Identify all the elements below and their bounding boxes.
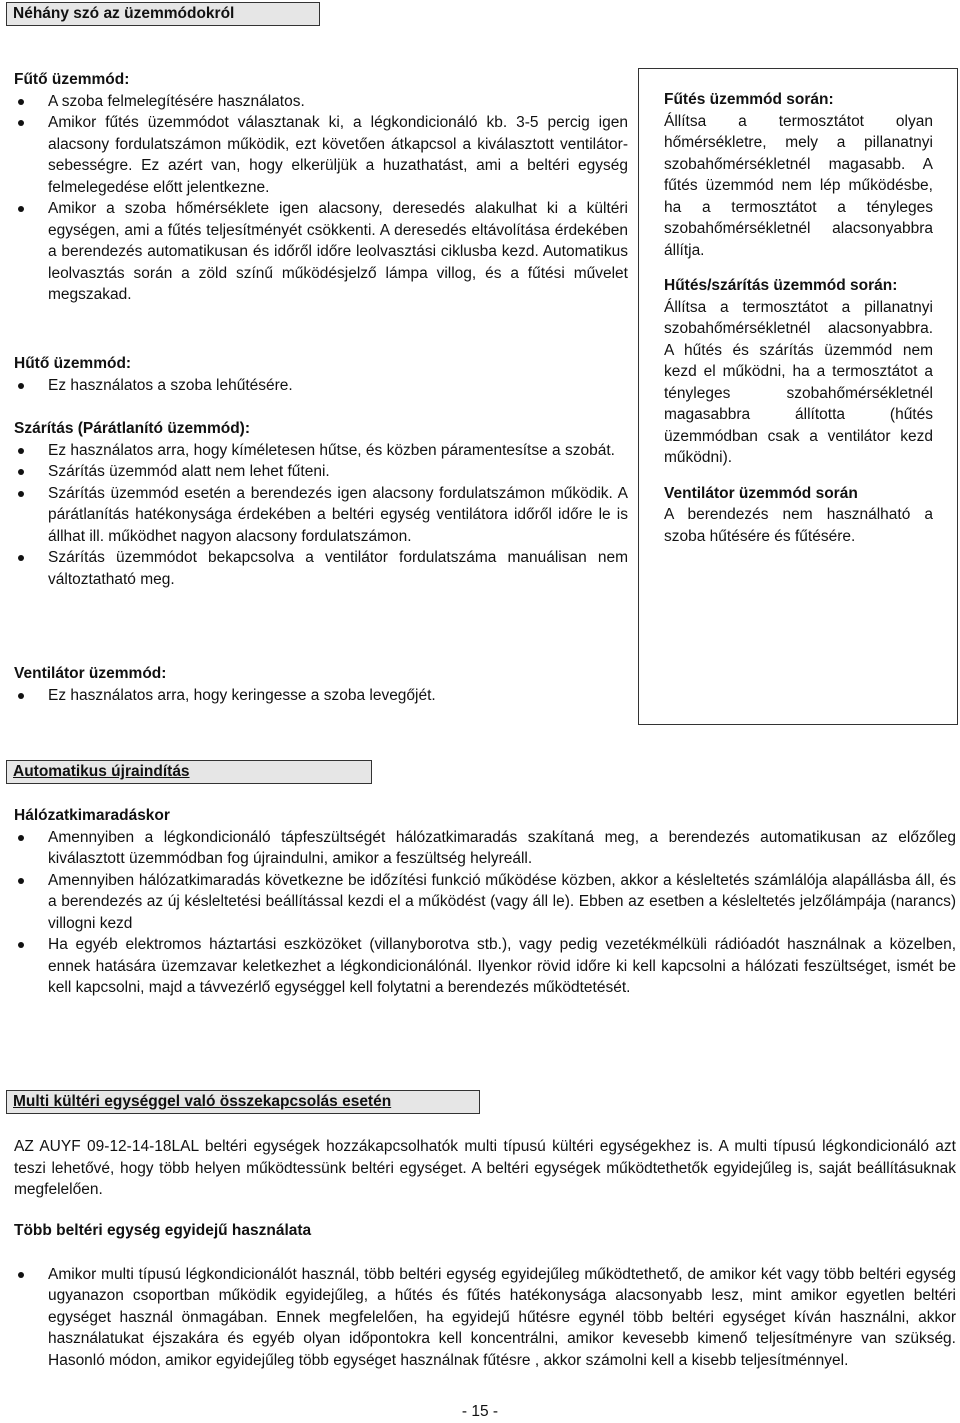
list-item: Amennyiben hálózatkimaradás következne be időzítési funkció működése közben, akkor a késleltetés számlálója alapállásba áll, és a berendezés az új késleltetési beállítással kezdi el a működést (vagy áll le). Ebben az esetben a késleltetés jelzőlámpája (narancs) villogni kezd	[14, 870, 956, 935]
list-item: Amikor fűtés üzemmódot választanak ki, a légkondicionáló kb. 3-5 percig igen alacsony fordulatszámon működik, ezt követően átkapcsol a kiválasztott ventilátor-sebességre. Ez azért van, hogy elkerüljük a huzathatást, ami a beltéri egység felmelegedése előtt jelentkezne.	[14, 112, 628, 198]
fan-mode-list	[14, 685, 628, 707]
multi-section-header	[6, 1090, 480, 1114]
modes-column	[14, 69, 628, 306]
sidebox-cooling-title: Hűtés/szárítás üzemmód során:	[664, 277, 898, 294]
fan-mode-block	[14, 663, 628, 706]
sidebox-fan-text: A berendezés nem használható a szoba hűtésére és fűtésére.	[664, 506, 933, 545]
multi-units-list	[14, 1264, 956, 1372]
cooling-mode-list	[14, 375, 628, 397]
multi-intro-text: AZ AUYF 09-12-14-18LAL beltéri egységek hozzákapcsolhatók multi típusú kültéri egységekhez is. A multi típusú légkondicionáló azt teszi lehetővé, hogy több helyen működtessünk beltéri egységet. A beltéri egységek működtethetők egyidejűleg is, saját beállításuknak megfelelően.	[14, 1138, 956, 1198]
sidebox-fan-title: Ventilátor üzemmód során	[664, 484, 858, 502]
cooling-mode-block	[14, 353, 628, 396]
list-item: Ez használatos arra, hogy keringesse a szoba levegőjét.	[14, 685, 628, 707]
auto-restart-block	[14, 805, 956, 999]
sidebox-heating-text: Állítsa a termosztátot olyan hőmérsékletre, mely a pillanatnyi szobahőmérsékletnél magasabb. A fűtés üzemmód nem lép működésbe, ha a termosztátot a tényleges szobahőmérsékletnél alacsonyabbra állítja.	[664, 112, 933, 259]
fan-mode-title: Ventilátor üzemmód:	[14, 665, 167, 682]
list-item: Amikor multi típusú légkondicionálót használ, több beltéri egység egyidejűleg működtethető, de amikor két vagy több beltéri egység ugyanazon csoportban működik egyidejűleg, a hűtés és fűtés hatékonysága alacsonyabb lesz, mint amikor egyetlen beltéri egységet használ önmagában. Ennek megfelelően, ha egyidejű hűtésre egynél több beltéri egységet kíván használni, akkor használatukat éjszakára és egyéb olyan időpontokra kell koncentrálni, amikor kevesebb kimenő teljesítményre van szükség. Hasonló módon, amikor egyidejűleg több egységet használnak fűtésre , akkor számolni kell a kisebb teljesítménnyel.	[14, 1264, 956, 1372]
page-number: - 15 -	[461, 1403, 499, 1420]
drying-mode-block	[14, 418, 628, 590]
multi-intro-block	[14, 1136, 956, 1201]
list-item: Ez használatos a szoba lehűtésére.	[14, 375, 628, 397]
list-item: Szárítás üzemmódot bekapcsolva a ventilátor fordulatszáma manuálisan nem változtatható meg.	[14, 547, 628, 590]
list-item: A szoba felmelegítésére használatos.	[14, 91, 628, 113]
multi-units-subtitle: Több beltéri egység egyidejű használata	[14, 1222, 312, 1239]
list-item: Ha egyéb elektromos háztartási eszközöket (villanyborotva stb.), vagy pedig vezetékmélküli rádióadót használnak a közelben, ennek hatására üzemzavar keletkezhet a légkondicionálónál. Ilyenkor rövid időre ki kell kapcsolni a hálózati feszültséget, ismét be kell kapcsolni, majd a távvezérlő egységgel kell folytatni a berendezés működtetését.	[14, 934, 956, 999]
list-item: Ez használatos arra, hogy kíméletesen hűtse, és közben páramentesítse a szobát.	[14, 440, 628, 462]
auto-restart-section-header	[6, 760, 372, 784]
power-outage-subtitle: Hálózatkimaradáskor	[14, 807, 170, 824]
multi-section-title: Multi kültéri egységgel való összekapcsolás esetén	[13, 1093, 392, 1110]
list-item: Amennyiben a légkondicionáló tápfeszültségét hálózatkimaradás szakítaná meg, a berendezés automatikusan az előzőleg kiválasztott üzemmódban fog újraindulni, amikor a feszültség helyreáll.	[14, 827, 956, 870]
list-item: Szárítás üzemmód alatt nem lehet fűteni.	[14, 461, 628, 483]
modes-section-title: Néhány szó az üzemmódokról	[13, 5, 235, 22]
sidebox-cooling-text: Állítsa a termosztátot a pillanatnyi szobahőmérsékletnél alacsonyabbra. A hűtés és szárítás üzemmód nem kezd el működni, ha a termosztátot a tényleges szobahőmérsékletnél magasabbra állította (hűtés üzemmódban csak a ventilátor kezd működni).	[664, 298, 933, 466]
list-item: Amikor a szoba hőmérséklete igen alacsony, deresedés alakulhat ki a kültéri egységen, ami a fűtés teljesítményét csökkenti. A deresedés eltávolítása érdekében a berendezés automatikusan és időről időre leolvasztási ciklusba kezd. Automatikus leolvasztás során a zöld színű működésjelző lámpa villog, és a fűtési művelet megszakad.	[14, 198, 628, 306]
thermostat-info-box	[638, 68, 958, 725]
sidebox-heating-title: Fűtés üzemmód során:	[664, 91, 834, 108]
list-item: Szárítás üzemmód esetén a berendezés igen alacsony fordulatszámon működik. A párátlanítás hatékonysága érdekében a beltéri egység ventilátora időről időre le is állhat ill. működhet nagyon alacsony fordulatszámon.	[14, 483, 628, 548]
drying-mode-list	[14, 440, 628, 591]
multi-units-block	[14, 1220, 956, 1371]
drying-mode-title: Szárítás (Párátlanító üzemmód):	[14, 420, 250, 437]
cooling-mode-title: Hűtő üzemmód:	[14, 355, 132, 372]
heating-mode-list	[14, 91, 628, 306]
modes-section-header	[6, 2, 320, 26]
auto-restart-section-title: Automatikus újraindítás	[13, 763, 190, 780]
auto-restart-list	[14, 827, 956, 999]
heating-mode-title: Fűtő üzemmód:	[14, 71, 130, 88]
